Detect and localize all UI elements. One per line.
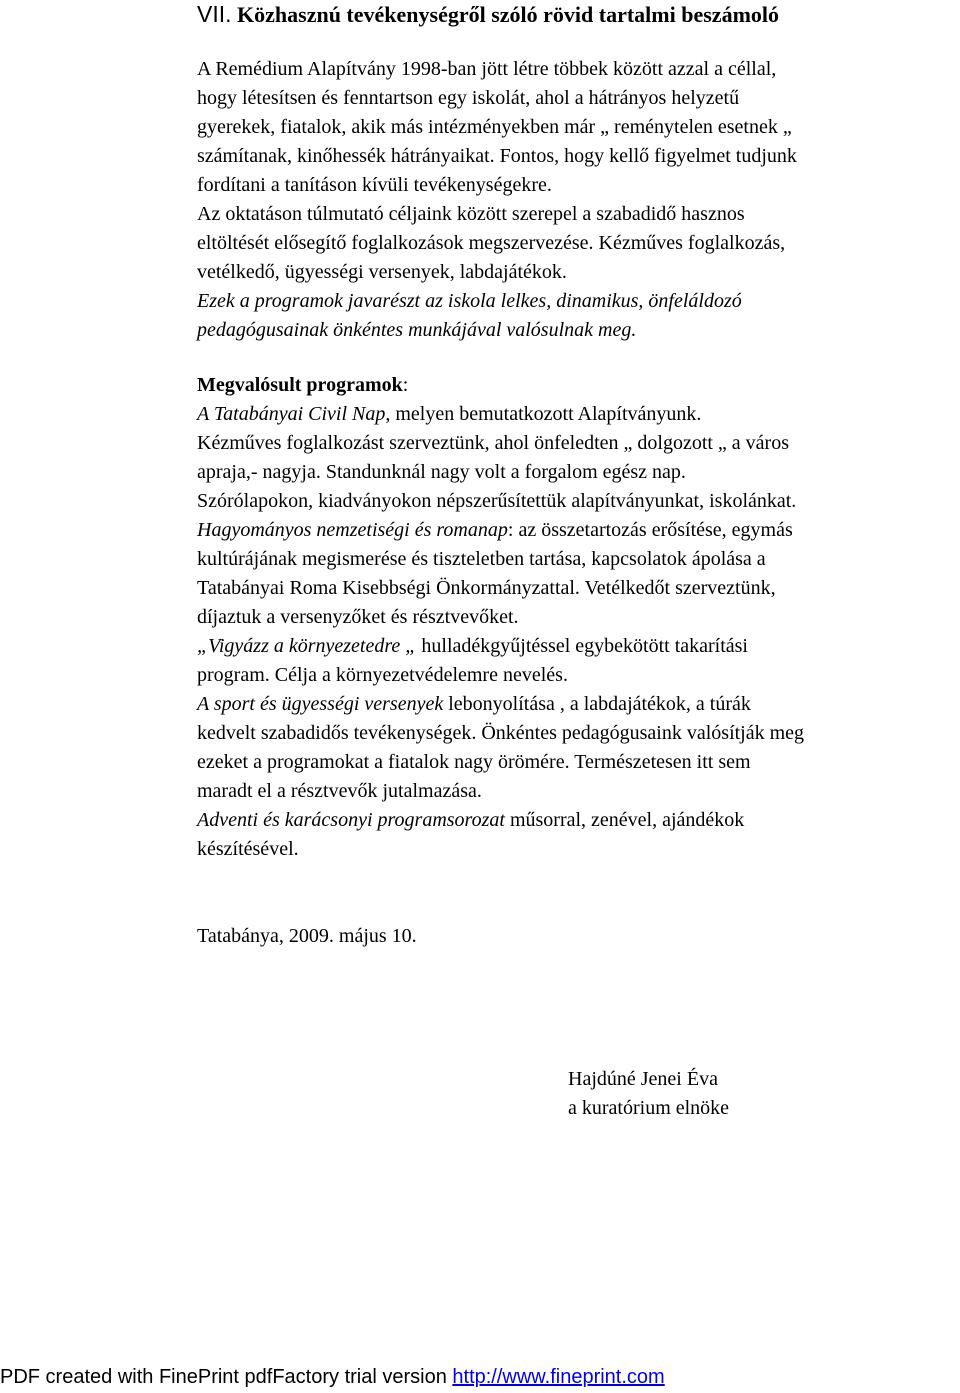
program-sport-line: kedvelt szabadidős tevékenységek. Önkéntes pedagógusaink valósítják meg <box>197 722 805 744</box>
intro-line: Az oktatáson túlmutató céljaink között szerepel a szabadidő hasznos <box>197 203 745 225</box>
program-leaflets: Szórólapokon, kiadványokon népszerűsítettük alapítványunkat, iskolánkat. <box>197 490 797 512</box>
footer-link[interactable]: http://www.fineprint.com <box>452 1366 665 1388</box>
intro-line: gyerekek, fiatalok, akik más intézményekben már „ reménytelen esetnek „ <box>197 116 792 138</box>
intro-line: számítanak, kinőhessék hátrányaikat. Fontos, hogy kellő figyelmet tudjunk <box>197 145 797 167</box>
program-sport: A sport és ügyességi versenyek lebonyolítása , a labdajátékok, a túrák <box>197 693 751 715</box>
program-roma-day-line: díjaztuk a versenyzőket és résztvevőket. <box>197 606 519 628</box>
signature-block <box>568 1065 729 1123</box>
intro-line: eltöltését elősegítő foglalkozások megszervezése. Kézműves foglalkozás, <box>197 232 786 254</box>
program-civil-day: A Tatabányai Civil Nap, melyen bemutatkozott Alapítványunk. <box>197 403 702 425</box>
intro-line: fordítani a tanításon kívüli tevékenységekre. <box>197 174 552 196</box>
program-environment: „Vigyázz a környezetedre „ hulladékgyűjtéssel egybekötött takarítási <box>197 635 748 657</box>
page-title <box>197 0 779 29</box>
chapter-number: VII. <box>197 1 232 27</box>
intro-line: A Remédium Alapítvány 1998-ban jött létre többek között azzal a céllal, <box>197 58 777 80</box>
intro-italic-line: pedagógusainak önkéntes munkájával valósulnak meg. <box>197 319 637 341</box>
chapter-title: Közhasznú tevékenységről szóló rövid tartalmi beszámoló <box>231 2 780 27</box>
intro-line: vetélkedő, ügyességi versenyek, labdajátékok. <box>197 261 567 283</box>
program-craft-line: Kézműves foglalkozást szerveztünk, ahol önfeledten „ dolgozott „ a város <box>197 432 790 454</box>
programs-heading-text: Megvalósult programok <box>197 374 403 396</box>
program-sport-line: maradt el a résztvevők jutalmazása. <box>197 780 482 802</box>
program-sport-line: ezeket a programokat a fiatalok nagy örömére. Természetesen itt sem <box>197 751 751 773</box>
intro-italic-line: Ezek a programok javarészt az iskola lelkes, dinamikus, önfeláldozó <box>197 290 742 312</box>
program-environment-line: program. Célja a környezetvédelemre nevelés. <box>197 664 568 686</box>
intro-line: hogy létesítsen és fenntartson egy iskolát, ahol a hátrányos helyzetű <box>197 87 740 109</box>
programs-section <box>197 371 960 864</box>
intro-section <box>197 55 960 345</box>
program-roma-day-line: Tatabányai Roma Kisebbségi Önkormányzattal. Vetélkedőt szerveztünk, <box>197 577 776 599</box>
pdf-footer <box>0 1364 665 1390</box>
signatory-name: Hajdúné Jenei Éva <box>568 1068 718 1090</box>
program-roma-day-line: kultúrájának megismerése és tiszteletben tartása, kapcsolatok ápolása a <box>197 548 766 570</box>
date-line: Tatabánya, 2009. május 10. <box>197 925 417 947</box>
program-advent-line: készítésével. <box>197 838 299 860</box>
programs-heading: Megvalósult programok: <box>197 374 409 396</box>
program-craft-line: apraja,- nagyja. Standunknál nagy volt a forgalom egész nap. <box>197 461 686 483</box>
footer-text: PDF created with FinePrint pdfFactory trial version <box>0 1366 453 1388</box>
signatory-role: a kuratórium elnöke <box>568 1097 730 1119</box>
program-roma-day: Hagyományos nemzetiségi és romanap: az összetartozás erősítése, egymás <box>197 519 793 541</box>
program-advent: Adventi és karácsonyi programsorozat műsorral, zenével, ajándékok <box>197 809 745 831</box>
